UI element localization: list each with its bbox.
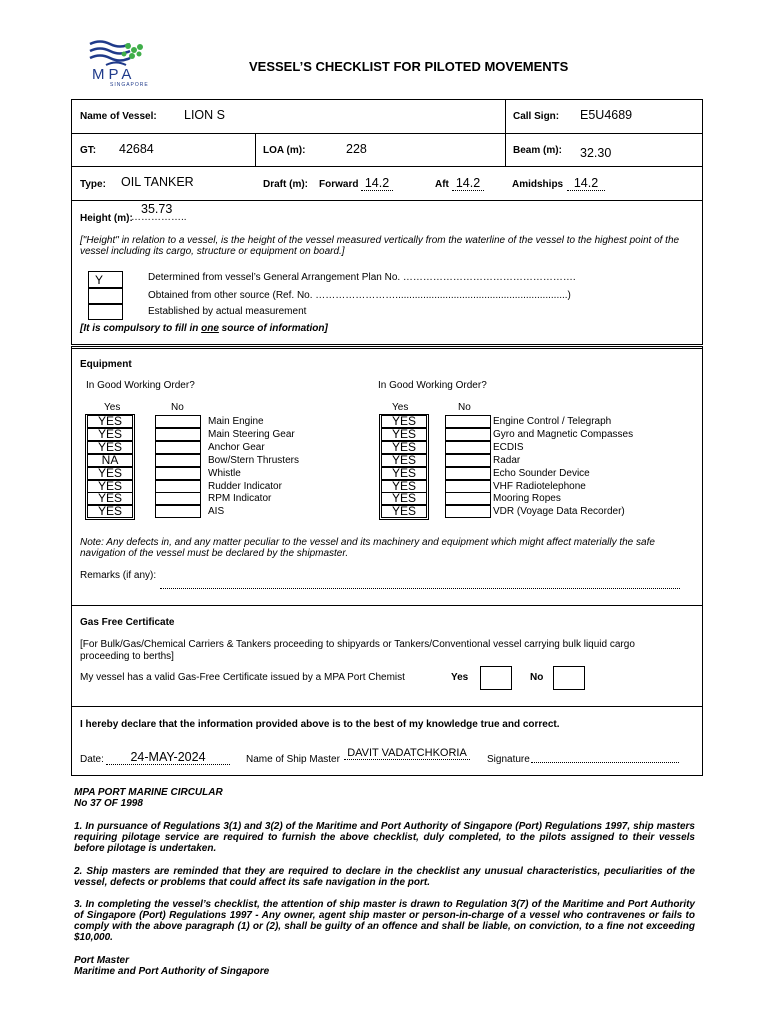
page-title: VESSEL’S CHECKLIST FOR PILOTED MOVEMENTS bbox=[249, 59, 569, 74]
height-source-checkbox-3[interactable] bbox=[88, 304, 123, 320]
equipment-yes-checkbox[interactable]: YES bbox=[381, 480, 427, 493]
vessel-name-value[interactable]: LION S bbox=[184, 108, 225, 122]
equipment-title: Equipment bbox=[80, 359, 132, 370]
equipment-yes-checkbox[interactable]: YES bbox=[381, 415, 427, 428]
mpa-logo bbox=[86, 36, 150, 92]
date-label: Date: bbox=[80, 754, 104, 765]
draft-label: Draft (m): bbox=[263, 179, 308, 190]
equipment-no-checkbox[interactable] bbox=[445, 480, 491, 493]
gas-free-statement: My vessel has a valid Gas-Free Certificate issued by a MPA Port Chemist bbox=[80, 672, 405, 683]
gas-free-no-label: No bbox=[530, 672, 544, 683]
equipment-item-label: AIS bbox=[208, 506, 225, 518]
equipment-yes-checkbox[interactable]: YES bbox=[87, 480, 133, 493]
height-source-checkbox-2[interactable] bbox=[88, 288, 123, 304]
remarks-label: Remarks (if any): bbox=[80, 570, 157, 581]
equipment-note: Note: Any defects in, and any matter peculiar to the vessel and its machinery and equipment which might affect materially the safe navigation of the vessel must be declared by the shipmaster. bbox=[80, 537, 655, 559]
no-header-right: No bbox=[458, 402, 471, 413]
equipment-item-label: Bow/Stern Thrusters bbox=[208, 454, 299, 466]
signature-field[interactable] bbox=[531, 752, 679, 763]
circular-paragraph-3: 3. In completing the vessel’s checklist, the attention of ship master is drawn to Regulation 3(7) of the Maritime and Port Authority of Singapore (Port) Regulations 1997 - Any owner, agent ship master or person-in-charge of a vessel who contravenes or fails to comply with the above paragraph (1) or (2), shall be guilty of an offence and shall be liable, on conviction, to a fine not exceeding $10,000. bbox=[74, 899, 695, 943]
callsign-value[interactable]: E5U4689 bbox=[580, 108, 633, 122]
equipment-no-checkbox[interactable] bbox=[155, 428, 201, 441]
yes-header-left: Yes bbox=[104, 402, 121, 413]
date-value[interactable]: 24-MAY-2024 bbox=[106, 750, 230, 765]
callsign-label: Call Sign: bbox=[513, 111, 560, 122]
equipment-no-checkbox[interactable] bbox=[155, 480, 201, 493]
height-source-3-label: Established by actual measurement bbox=[148, 306, 307, 317]
equipment-no-checkbox[interactable] bbox=[445, 428, 491, 441]
equipment-item-label: Main Engine bbox=[208, 416, 264, 427]
equipment-yes-checkbox[interactable]: YES bbox=[87, 492, 133, 505]
equipment-yes-checkbox[interactable]: YES bbox=[381, 492, 427, 505]
remarks-field[interactable] bbox=[160, 582, 680, 589]
gas-free-yes-checkbox[interactable] bbox=[480, 666, 512, 690]
aft-value[interactable]: 14.2 bbox=[452, 176, 484, 191]
good-order-label-left: In Good Working Order? bbox=[86, 380, 195, 391]
gas-free-title: Gas Free Certificate bbox=[80, 617, 175, 628]
equipment-no-checkbox[interactable] bbox=[445, 492, 491, 505]
equipment-yes-checkbox[interactable]: YES bbox=[87, 415, 133, 428]
ship-master-value[interactable]: DAVIT VADATCHKORIA bbox=[344, 747, 470, 760]
equipment-yes-checkbox[interactable]: YES bbox=[381, 505, 427, 518]
equipment-yes-checkbox[interactable]: YES bbox=[87, 428, 133, 441]
signoff-org: Maritime and Port Authority of Singapore bbox=[74, 966, 270, 977]
declaration-text: I hereby declare that the information provided above is to the best of my knowledge true and correct. bbox=[80, 719, 560, 730]
equipment-no-checkbox[interactable] bbox=[155, 505, 201, 518]
equipment-no-checkbox[interactable] bbox=[155, 454, 201, 467]
equipment-no-checkbox[interactable] bbox=[445, 415, 491, 428]
signoff-title: Port Master bbox=[74, 955, 130, 966]
signature-label: Signature bbox=[487, 754, 530, 765]
equipment-no-checkbox[interactable] bbox=[445, 467, 491, 480]
height-source-2-label: Obtained from other source (Ref. No. ……………………..............................................................) bbox=[148, 290, 571, 301]
equipment-item-label: Rudder Indicator bbox=[208, 480, 282, 492]
loa-value[interactable]: 228 bbox=[346, 142, 367, 156]
equipment-item-label: VDR (Voyage Data Recorder) bbox=[493, 506, 625, 518]
equipment-no-checkbox[interactable] bbox=[445, 505, 491, 518]
equipment-yes-checkbox[interactable]: YES bbox=[87, 441, 133, 454]
equipment-item-label: Anchor Gear bbox=[208, 441, 265, 453]
equipment-item-label: Mooring Ropes bbox=[493, 493, 561, 505]
circular-title: MPA PORT MARINE CIRCULAR bbox=[74, 787, 223, 798]
yes-header-right: Yes bbox=[392, 402, 409, 413]
equipment-yes-checkbox[interactable]: NA bbox=[87, 454, 133, 467]
aft-label: Aft bbox=[435, 179, 449, 190]
type-label: Type: bbox=[80, 179, 106, 190]
height-note: ["Height" in relation to a vessel, is the height of the vessel measured vertically from the waterline of the vessel to the highest point of the vessel including its cargo, structure or equipment on board.] bbox=[80, 235, 680, 257]
equipment-yes-checkbox[interactable]: YES bbox=[381, 441, 427, 454]
beam-value[interactable]: 32.30 bbox=[580, 146, 612, 160]
amidships-value[interactable]: 14.2 bbox=[567, 176, 605, 191]
equipment-yes-checkbox[interactable]: YES bbox=[87, 467, 133, 480]
compulsory-note: [It is compulsory to fill in one source of information] bbox=[80, 323, 328, 334]
equipment-yes-checkbox[interactable]: YES bbox=[381, 454, 427, 467]
equipment-no-checkbox[interactable] bbox=[445, 441, 491, 454]
height-value[interactable]: 35.73 bbox=[141, 202, 173, 216]
equipment-item-label: Gyro and Magnetic Compasses bbox=[493, 428, 634, 440]
equipment-yes-checkbox[interactable]: YES bbox=[381, 428, 427, 441]
equipment-item-label: RPM Indicator bbox=[208, 493, 272, 505]
circular-paragraph-2: 2. Ship masters are reminded that they are required to declare in the checklist any unusual characteristics, peculiarities of the vessel, defects or problems that could affect its safe navigation in the port. bbox=[74, 866, 695, 888]
equipment-yes-checkbox[interactable]: YES bbox=[381, 467, 427, 480]
circular-number: No 37 OF 1998 bbox=[74, 798, 143, 809]
amidships-label: Amidships bbox=[512, 179, 564, 190]
vessel-name-label: Name of Vessel: bbox=[80, 111, 157, 122]
equipment-item-label: Engine Control / Telegraph bbox=[493, 416, 612, 427]
equipment-item-label: Radar bbox=[493, 454, 521, 466]
height-source-checkbox-1[interactable]: Y bbox=[88, 271, 123, 288]
equipment-item-label: Whistle bbox=[208, 467, 241, 479]
gas-free-yes-label: Yes bbox=[451, 672, 469, 683]
type-value[interactable]: OIL TANKER bbox=[121, 175, 194, 189]
declaration-section bbox=[71, 706, 703, 776]
equipment-no-checkbox[interactable] bbox=[445, 454, 491, 467]
beam-label: Beam (m): bbox=[513, 145, 562, 156]
equipment-yes-checkbox[interactable]: YES bbox=[87, 505, 133, 518]
height-source-1-label: Determined from vessel’s General Arrangement Plan No. ……………………………………………. bbox=[148, 272, 576, 283]
ship-master-label: Name of Ship Master bbox=[246, 754, 340, 765]
equipment-no-checkbox[interactable] bbox=[155, 441, 201, 454]
forward-label: Forward bbox=[319, 179, 359, 190]
logo-text: MPA bbox=[92, 66, 136, 83]
circular-paragraph-1: 1. In pursuance of Regulations 3(1) and 3(2) of the Maritime and Port Authority of Singapore (Port) Regulations 1997, ship masters requiring pilotage service are required to furnish the above checklist, duly completed, to the pilots assigned to their vessels before pilotage is undertaken. bbox=[74, 821, 695, 854]
equipment-item-label: Echo Sounder Device bbox=[493, 467, 590, 479]
forward-value[interactable]: 14.2 bbox=[361, 176, 393, 191]
equipment-item-label: ECDIS bbox=[493, 441, 524, 453]
equipment-item-label: VHF Radiotelephone bbox=[493, 480, 586, 492]
equipment-no-checkbox[interactable] bbox=[155, 415, 201, 428]
logo-subtext: SINGAPORE bbox=[110, 82, 149, 88]
equipment-no-checkbox[interactable] bbox=[155, 467, 201, 480]
equipment-no-checkbox[interactable] bbox=[155, 492, 201, 505]
gt-value[interactable]: 42684 bbox=[119, 142, 154, 156]
gas-free-desc: [For Bulk/Gas/Chemical Carriers & Tankers proceeding to shipyards or Tankers/Conventional vessel carrying bulk liquid cargo proceeding to berths] bbox=[80, 639, 635, 662]
equipment-item-label: Main Steering Gear bbox=[208, 428, 295, 440]
height-label: Height (m): bbox=[80, 213, 133, 224]
good-order-label-right: In Good Working Order? bbox=[378, 380, 487, 391]
gt-label: GT: bbox=[80, 145, 97, 156]
no-header-left: No bbox=[171, 402, 184, 413]
gas-free-no-checkbox[interactable] bbox=[553, 666, 585, 690]
loa-label: LOA (m): bbox=[263, 145, 306, 156]
